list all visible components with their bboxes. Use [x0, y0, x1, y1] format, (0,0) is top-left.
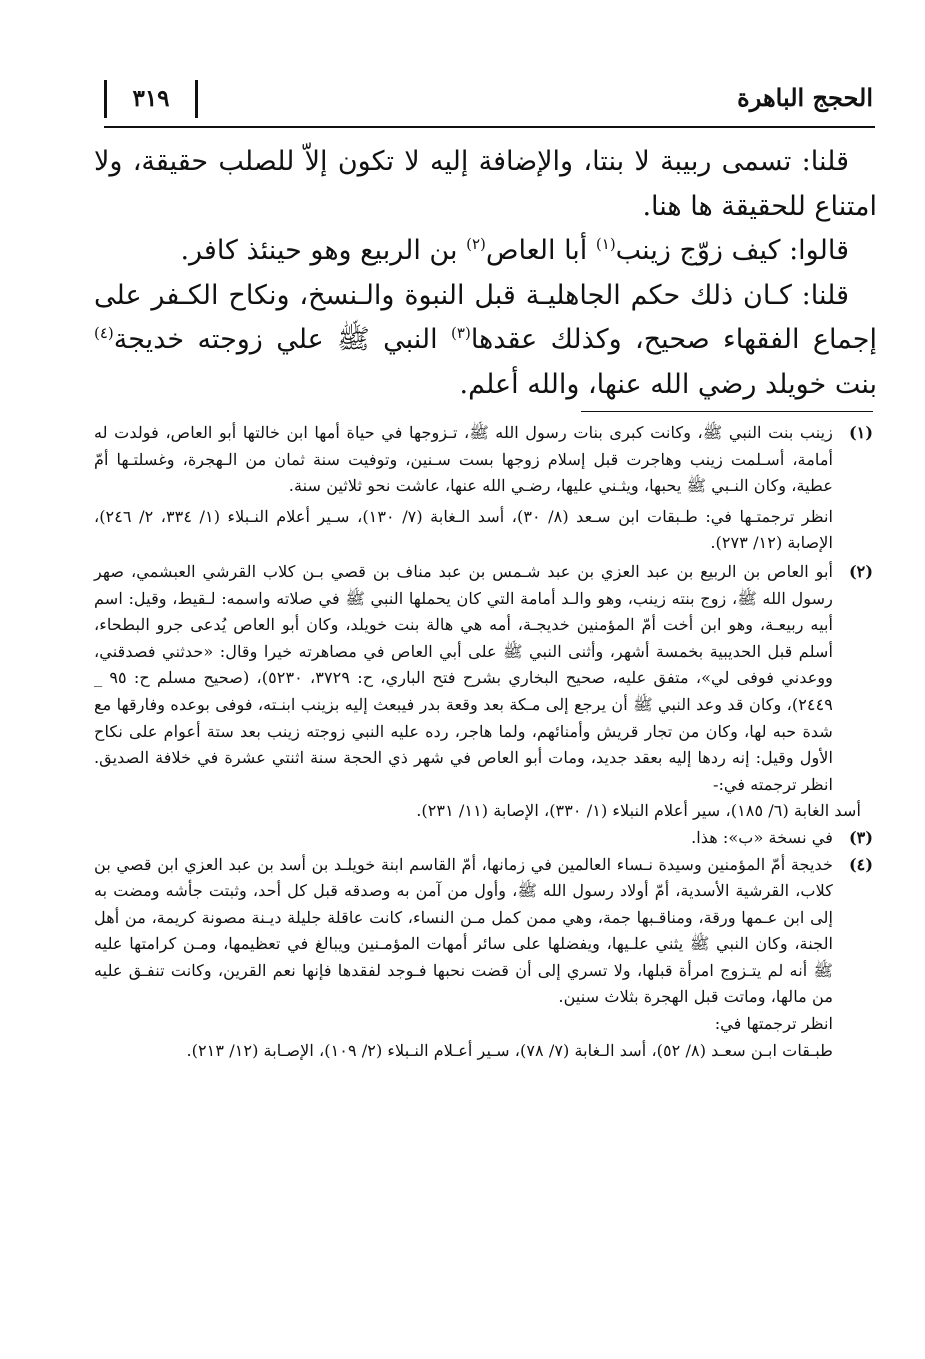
- footnote-2-number: (٢): [848, 561, 873, 581]
- paragraph-3-part-2: النبي ﷺ علي زوجته خديجة: [113, 324, 452, 355]
- footnote-1: [94, 420, 873, 557]
- footnote-4-number: (٤): [848, 854, 873, 874]
- paragraph-2: [94, 229, 877, 274]
- paragraph-3-part-3: بنت خويلد رضي الله عنها، والله أعلم.: [459, 368, 877, 400]
- footnote-1-text: زينب بنت النبي ﷺ، وكانت كبرى بنات رسول الله ﷺ، تـزوجها في حياة أمها ابن خالتها أبو العاص، فولدت له أمامة، أسـلمت زينب وهاجرت قبل إسلام زوجها بست سـنين، وتوفيت سنة ثمان من الـهجرة، وغسلتـها أمّ عطية، وكان النـبي ﷺ يحبها، ويثـني عليها، رضـي الله عنها، عاشت نحو ثلاثين سنة.: [94, 423, 833, 496]
- header-rule: [104, 126, 875, 128]
- footnote-2-text: أبو العاص بن الربيع بن عبد العزي بن عبد شـمس بن عبد مناف بن قصي بـن كلاب القرشي العبشمي، صهر رسول الله ﷺ، زوج بنته زينب، وهو والـد أمامة التي كان يحملها النبي ﷺ في صلاته واسمه: لـقيط، وقيل: اسم أبيه ربيعـة، وهو ابن أخت أمّ المؤمنين خديجـة، أمه هي هالة بنت خويلد، وكان أبو العاص يُدعى جرو البطحاء، أسلم قبل الحديبية بخمسة أشهر، وأثنى النبي ﷺ على أبي العاص في مصاهرته خيرا وقال: «حدثني فصدقني، ووعدني فوفى لي»، متفق عليه، صحيح البخاري بشرح فتح الباري، ح: ٣٧٢٩، ٥٢٣٠)، (صحيح مسلم ح: ٩٥ _ ٢٤٤٩)، وكان قد وعد النبي ﷺ أن يرجع إلى مـكة بعد وقعة بدر فيبعث إليه بزينب ابنـته، فوفى بوعده وفارقها مع شدة حبه لها، وكان من تجار قريش وأمنائهم، ولما هاجر، رده عليه النبي زوجته زينب بعد ستة أعوام على نكاح الأول وقيل: إنه ردها إليه بعقد جديد، ومات أبو العاص في شهر ذي الحجة سنة اثنتي عشرة في خلافة الصديق. انظر ترجمته في:-: [94, 561, 834, 794]
- footnote-4-reference-intro: انظر ترجمتها في:: [714, 1014, 833, 1034]
- paragraph-2-part-2: أبا العاص: [485, 235, 596, 266]
- footnote-3-text: في نسخة «ب»: هذا.: [691, 827, 833, 847]
- footnote-ref-1[interactable]: (١): [595, 235, 616, 253]
- footnote-1-number: (١): [848, 423, 873, 442]
- footnote-4: [94, 852, 873, 1065]
- paragraph-3: [94, 274, 877, 408]
- main-text: [94, 140, 877, 407]
- paragraph-2-part-1: قالوا: كيف زوّج زينب: [615, 235, 849, 266]
- footnote-4-reference: طبـقات ابـن سعـد (٨/ ٥٢)، أسد الـغابة (٧/ ٧٨)، سـير أعـلام النـبلاء (٢/ ١٠٩)، الإصـابة (١٢/ ٢١٣).: [186, 1040, 833, 1060]
- page-number: ٣١٩: [104, 80, 198, 118]
- footnote-ref-4[interactable]: (٤): [94, 324, 114, 342]
- footnote-ref-2[interactable]: (٢): [466, 235, 486, 253]
- footnote-2-reference: أسد الغابة (٦/ ١٨٥)، سير أعلام النبلاء (١/ ٣٣٠)، الإصابة (١١/ ٢٣١).: [416, 801, 861, 821]
- footnote-3-number: (٣): [848, 827, 873, 847]
- paragraph-1: قلنا: تسمى ربيبة لا بنتا، والإضافة إليه لا تكون إلاّ للصلب حقيقة، ولا امتناع للحقيقة ها هنا.: [94, 146, 877, 222]
- footnote-3: [94, 825, 873, 852]
- paragraph-2-part-3: بن الربيع وهو حينئذ كافر.: [180, 235, 467, 266]
- running-title: الحجج الباهرة: [737, 83, 873, 112]
- footnote-separator: [581, 411, 873, 412]
- footnotes-section: [94, 420, 873, 1064]
- footnote-4-text: خديجة أمّ المؤمنين وسيدة نـساء العالمين في زمانها، أمّ القاسم ابنة خويلـد بن أسد بن عبد العزي ابن قصي بن كلاب، القرشية الأسدية، أمّ أولاد رسول الله ﷺ، وأول من آمن به وصدقه قبل كل أحد، وثبتت جأشه ومضت به إلى ابن عـمها ورقة، ومناقـبها جمة، وهي ممن كمل مـن النساء، كانت عاقلة جليلة ديـنة مصونة كريمة، من أهل الجنة، وكان النبي ﷺ يثني علـيها، ويفضلها على سائر أمهات المؤمـنين ويبالغ في تعظيمها، ومـن كرامتها عليه ﷺ أنه لم يتـزوج امرأة قبلها، ولا تسري إلى أن قضت نحبها فـوجد لفقدها فإنها نعم القرين، وكانت تنفـق عليه من مالها، وماتت قبل الهجرة بثلاث سنين.: [94, 854, 833, 1007]
- paragraph-3-part-1: قلنا: كـان ذلك حكم الجاهليـة قبل النبوة والـنسخ، ونكاح الكـفر على إجماع الفقهاء صحيح، وكذلك عقدها: [94, 279, 877, 355]
- footnote-2: [94, 559, 873, 798]
- footnote-ref-3[interactable]: (٣): [451, 324, 471, 342]
- footnote-1-reference: انظر ترجمتـها في: طـبقات ابن سـعد (٨/ ٣٠)، أسد الـغابة (٧/ ١٣٠)، سـير أعلام النـبلاء (١/ ٣٣٤، ٢/ ٢٤٦)، الإصابة (١٢/ ٢٧٣).: [94, 506, 834, 553]
